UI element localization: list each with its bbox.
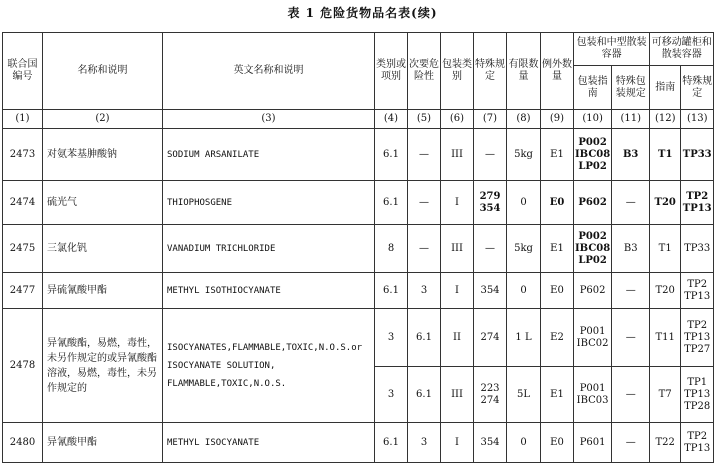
- chinese-name: 异氰酸酯，易燃，毒性，未另作规定的或异氰酸酯溶液，易燃，毒性，未另作规定的: [43, 309, 163, 423]
- special-packing: B3: [612, 129, 650, 181]
- chinese-name: 异氰酸甲酯: [43, 423, 163, 463]
- packing-instruction: P001 IBC02: [574, 309, 612, 367]
- un-number: 2473: [3, 129, 43, 181]
- header-name: 名称和说明: [43, 33, 163, 110]
- excepted-quantity: E1: [541, 367, 574, 423]
- packing-group: III: [441, 225, 474, 273]
- special-provisions: —: [474, 129, 507, 181]
- packing-group: III: [441, 367, 474, 423]
- tank-instruction: T7: [650, 367, 681, 423]
- special-packing: B3: [612, 225, 650, 273]
- excepted-quantity: E2: [541, 309, 574, 367]
- col-number: (5): [408, 110, 441, 129]
- special-packing: —: [612, 367, 650, 423]
- col-number: (10): [574, 110, 612, 129]
- packing-instruction: P602: [574, 273, 612, 309]
- tank-instruction: T20: [650, 273, 681, 309]
- dangerous-goods-table: [2, 32, 714, 463]
- english-name: THIOPHOSGENE: [163, 181, 375, 225]
- excepted-quantity: E1: [541, 129, 574, 181]
- tank-special: TP33: [681, 129, 714, 181]
- class: 6.1: [375, 423, 408, 463]
- header-class: 类别或项别: [375, 33, 408, 110]
- limited-quantity: 0: [507, 181, 541, 225]
- tank-instruction: T1: [650, 129, 681, 181]
- header-special-provisions: 特殊规定: [474, 33, 507, 110]
- chinese-name: 硫光气: [43, 181, 163, 225]
- tank-special: TP2 TP13 TP27: [681, 309, 714, 367]
- tank-special: TP1 TP13 TP28: [681, 367, 714, 423]
- table-row: [3, 181, 714, 225]
- subsidiary-risk: 6.1: [408, 367, 441, 423]
- table-row: [3, 273, 714, 309]
- header-packaging-group: 包装和中型散装容器: [574, 33, 650, 66]
- tank-instruction: T11: [650, 309, 681, 367]
- col-number: (3): [163, 110, 375, 129]
- tank-instruction: T22: [650, 423, 681, 463]
- special-provisions: —: [474, 225, 507, 273]
- special-provisions: 279 354: [474, 181, 507, 225]
- packing-group: III: [441, 129, 474, 181]
- header-limited-quantity: 有限数量: [507, 33, 541, 110]
- table-row: [3, 129, 714, 181]
- special-packing: —: [612, 423, 650, 463]
- class: 3: [375, 367, 408, 423]
- tank-special: TP2 TP13: [681, 423, 714, 463]
- class: 6.1: [375, 129, 408, 181]
- col-number: (13): [681, 110, 714, 129]
- english-name: METHYL ISOCYANATE: [163, 423, 375, 463]
- class: 8: [375, 225, 408, 273]
- header-packing-group: 包装类别: [441, 33, 474, 110]
- class: 3: [375, 309, 408, 367]
- col-number: (7): [474, 110, 507, 129]
- chinese-name: 三氯化钒: [43, 225, 163, 273]
- col-number: (1): [3, 110, 43, 129]
- tank-instruction: T20: [650, 181, 681, 225]
- packing-group: I: [441, 181, 474, 225]
- un-number: 2477: [3, 273, 43, 309]
- header-english-name: 英文名称和说明: [163, 33, 375, 110]
- tank-instruction: T1: [650, 225, 681, 273]
- un-number: 2478: [3, 309, 43, 423]
- chinese-name: 异硫氰酸甲酯: [43, 273, 163, 309]
- packing-instruction: P002 IBC08 LP02: [574, 129, 612, 181]
- col-number: (12): [650, 110, 681, 129]
- subsidiary-risk: —: [408, 181, 441, 225]
- limited-quantity: 5kg: [507, 129, 541, 181]
- header-tank-special: 特殊规定: [681, 66, 714, 110]
- packing-group: I: [441, 273, 474, 309]
- special-packing: —: [612, 273, 650, 309]
- table-row: [3, 309, 714, 367]
- header-subsidiary-risk: 次要危险性: [408, 33, 441, 110]
- packing-instruction: P001 IBC03: [574, 367, 612, 423]
- header-excepted-quantity: 例外数量: [541, 33, 574, 110]
- col-number: (4): [375, 110, 408, 129]
- header-packing-instruction: 包装指南: [574, 66, 612, 110]
- subsidiary-risk: 6.1: [408, 309, 441, 367]
- limited-quantity: 0: [507, 423, 541, 463]
- packing-group: II: [441, 309, 474, 367]
- header-special-packing: 特殊包装规定: [612, 66, 650, 110]
- english-name: SODIUM ARSANILATE: [163, 129, 375, 181]
- excepted-quantity: E0: [541, 181, 574, 225]
- english-name: METHYL ISOTHIOCYANATE: [163, 273, 375, 309]
- col-number: (11): [612, 110, 650, 129]
- excepted-quantity: E0: [541, 423, 574, 463]
- table-title: 表 1 危险货物品名表(续): [287, 6, 438, 20]
- subsidiary-risk: 3: [408, 273, 441, 309]
- packing-group: I: [441, 423, 474, 463]
- limited-quantity: 5kg: [507, 225, 541, 273]
- header-tank-group: 可移动罐柜和散装容器: [650, 33, 714, 66]
- limited-quantity: 5L: [507, 367, 541, 423]
- packing-instruction: P002 IBC08 LP02: [574, 225, 612, 273]
- special-provisions: 354: [474, 273, 507, 309]
- tank-special: TP33: [681, 225, 714, 273]
- special-packing: —: [612, 309, 650, 367]
- col-number: (2): [43, 110, 163, 129]
- table-row: [3, 225, 714, 273]
- subsidiary-risk: 3: [408, 423, 441, 463]
- excepted-quantity: E0: [541, 273, 574, 309]
- special-provisions: 274: [474, 309, 507, 367]
- class: 6.1: [375, 181, 408, 225]
- special-provisions: 354: [474, 423, 507, 463]
- un-number: 2474: [3, 181, 43, 225]
- col-number: (8): [507, 110, 541, 129]
- packing-instruction: P602: [574, 181, 612, 225]
- un-number: 2475: [3, 225, 43, 273]
- col-number: (9): [541, 110, 574, 129]
- limited-quantity: 0: [507, 273, 541, 309]
- subsidiary-risk: —: [408, 225, 441, 273]
- english-name: ISOCYANATES,FLAMMABLE,TOXIC,N.O.S.or ISOCYANATE SOLUTION, FLAMMABLE,TOXIC,N.O.S.: [163, 309, 375, 423]
- tank-special: TP2 TP13: [681, 273, 714, 309]
- class: 6.1: [375, 273, 408, 309]
- chinese-name: 对氨苯基胂酸钠: [43, 129, 163, 181]
- special-packing: —: [612, 181, 650, 225]
- table-row: [3, 423, 714, 463]
- header-tank-instruction: 指南: [650, 66, 681, 110]
- packing-instruction: P601: [574, 423, 612, 463]
- subsidiary-risk: —: [408, 129, 441, 181]
- excepted-quantity: E1: [541, 225, 574, 273]
- un-number: 2480: [3, 423, 43, 463]
- special-provisions: 223 274: [474, 367, 507, 423]
- tank-special: TP2 TP13: [681, 181, 714, 225]
- header-un-number: 联合国编号: [3, 33, 43, 110]
- limited-quantity: 1 L: [507, 309, 541, 367]
- english-name: VANADIUM TRICHLORIDE: [163, 225, 375, 273]
- col-number: (6): [441, 110, 474, 129]
